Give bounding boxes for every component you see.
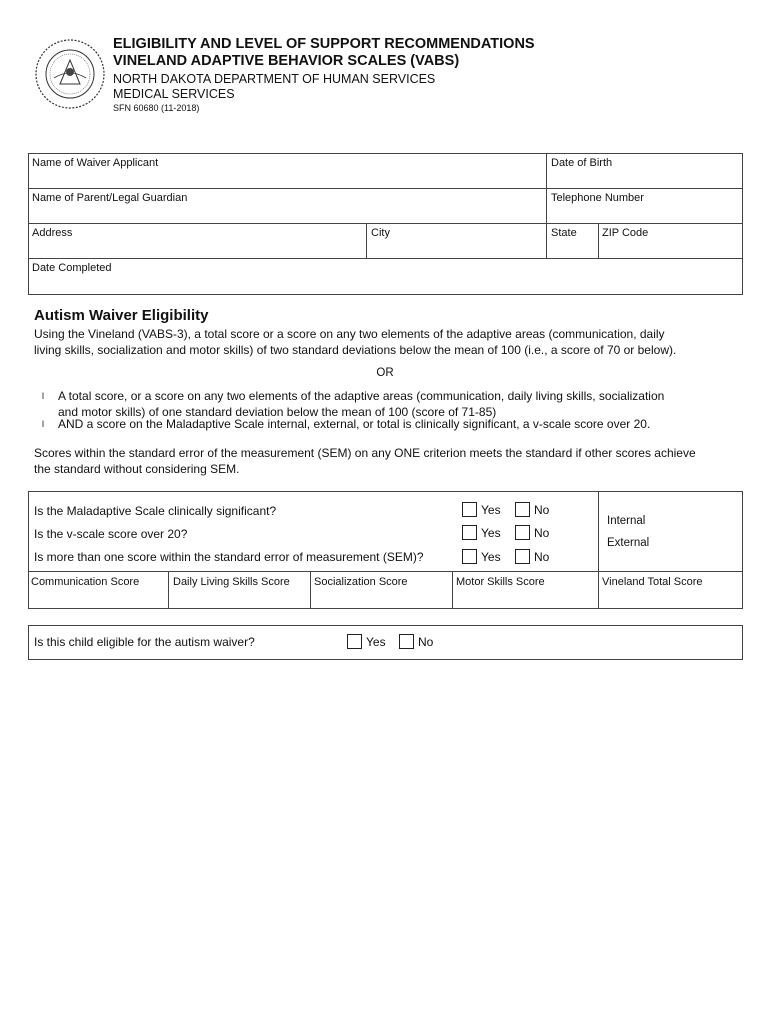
zip-code-field[interactable]: ZIP Code — [602, 227, 649, 239]
maladaptive-question: Is the Maladaptive Scale clinically significant? — [34, 504, 277, 518]
sem-no-label: No — [534, 550, 550, 564]
date-of-birth-field[interactable]: Date of Birth — [551, 157, 613, 169]
communication-score-field[interactable]: Communication Score — [31, 576, 140, 588]
title-line-2: VINELAND ADAPTIVE BEHAVIOR SCALES (VABS) — [113, 53, 460, 69]
sem-yes-label: Yes — [481, 550, 501, 564]
maladaptive-yes-label: Yes — [481, 503, 501, 517]
date-completed-field[interactable]: Date Completed — [32, 262, 112, 274]
internal-label: Internal — [607, 515, 646, 527]
eligible-yes-label: Yes — [366, 635, 386, 649]
state-field[interactable]: State — [551, 227, 577, 239]
eligibility-heading: Autism Waiver Eligibility — [34, 307, 209, 324]
sem-question: Is more than one score within the standard error of measurement (SEM)? — [34, 550, 424, 564]
form-title — [113, 36, 535, 70]
bullet-1-line-2: and motor skills) of one standard deviation below the mean of 100 (score of 71-85) — [58, 405, 497, 419]
telephone-field[interactable]: Telephone Number — [551, 192, 644, 204]
eligible-no-label: No — [418, 635, 434, 649]
eligibility-line-1: Using the Vineland (VABS-3), a total score or a score on any two elements of the adaptive areas (communication, daily — [34, 327, 665, 341]
address-field[interactable]: Address — [32, 227, 73, 239]
sem-paragraph — [34, 445, 744, 477]
eligible-question: Is this child eligible for the autism waiver? — [34, 635, 255, 649]
form-number: SFN 60680 (11-2018) — [113, 103, 200, 113]
vscale-no-checkbox[interactable] — [515, 525, 530, 540]
maladaptive-yes-checkbox[interactable] — [462, 502, 477, 517]
eligible-no-checkbox[interactable] — [399, 634, 414, 649]
applicant-name-field[interactable]: Name of Waiver Applicant — [32, 157, 159, 169]
sem-no-checkbox[interactable] — [515, 549, 530, 564]
maladaptive-no-label: No — [534, 503, 550, 517]
division-name: MEDICAL SERVICES — [113, 87, 235, 101]
eligibility-line-2: living skills, socialization and motor skills) of two standard deviations below the mean of 100 (i.e., a score of 70 or below). — [34, 343, 677, 357]
sem-line-1: Scores within the standard error of the measurement (SEM) on any ONE criterion meets the standard if other scores achieve — [34, 446, 696, 460]
vscale-no-label: No — [534, 526, 550, 540]
city-field[interactable]: City — [371, 227, 390, 239]
state-seal-icon — [34, 38, 106, 110]
bullet-1-line-1: A total score, or a score on any two elements of the adaptive areas (communication, daily living skills, socialization — [58, 389, 665, 403]
department-block — [113, 72, 435, 102]
external-label: External — [607, 537, 650, 549]
daily-living-score-field[interactable]: Daily Living Skills Score — [173, 576, 290, 588]
vscale-yes-checkbox[interactable] — [462, 525, 477, 540]
eligibility-paragraph — [34, 326, 734, 358]
vscale-yes-label: Yes — [481, 526, 501, 540]
sem-line-2: the standard without considering SEM. — [34, 462, 240, 476]
motor-skills-score-field[interactable]: Motor Skills Score — [456, 576, 545, 588]
title-line-1: ELIGIBILITY AND LEVEL OF SUPPORT RECOMMENDATIONS — [113, 36, 535, 52]
criterion-bullet-2: AND a score on the Maladaptive Scale internal, external, or total is clinically significant, a v-scale score over 20. — [58, 417, 651, 431]
vscale-question: Is the v-scale score over 20? — [34, 527, 188, 541]
department-name: NORTH DAKOTA DEPARTMENT OF HUMAN SERVICES — [113, 72, 436, 86]
or-separator: OR — [376, 367, 394, 379]
bullet-marker-2: l — [42, 419, 44, 429]
vineland-total-score-field[interactable]: Vineland Total Score — [602, 576, 703, 588]
guardian-name-field[interactable]: Name of Parent/Legal Guardian — [32, 192, 188, 204]
sem-yes-checkbox[interactable] — [462, 549, 477, 564]
bullet-marker-1: l — [42, 391, 44, 401]
eligible-yes-checkbox[interactable] — [347, 634, 362, 649]
socialization-score-field[interactable]: Socialization Score — [314, 576, 408, 588]
maladaptive-no-checkbox[interactable] — [515, 502, 530, 517]
